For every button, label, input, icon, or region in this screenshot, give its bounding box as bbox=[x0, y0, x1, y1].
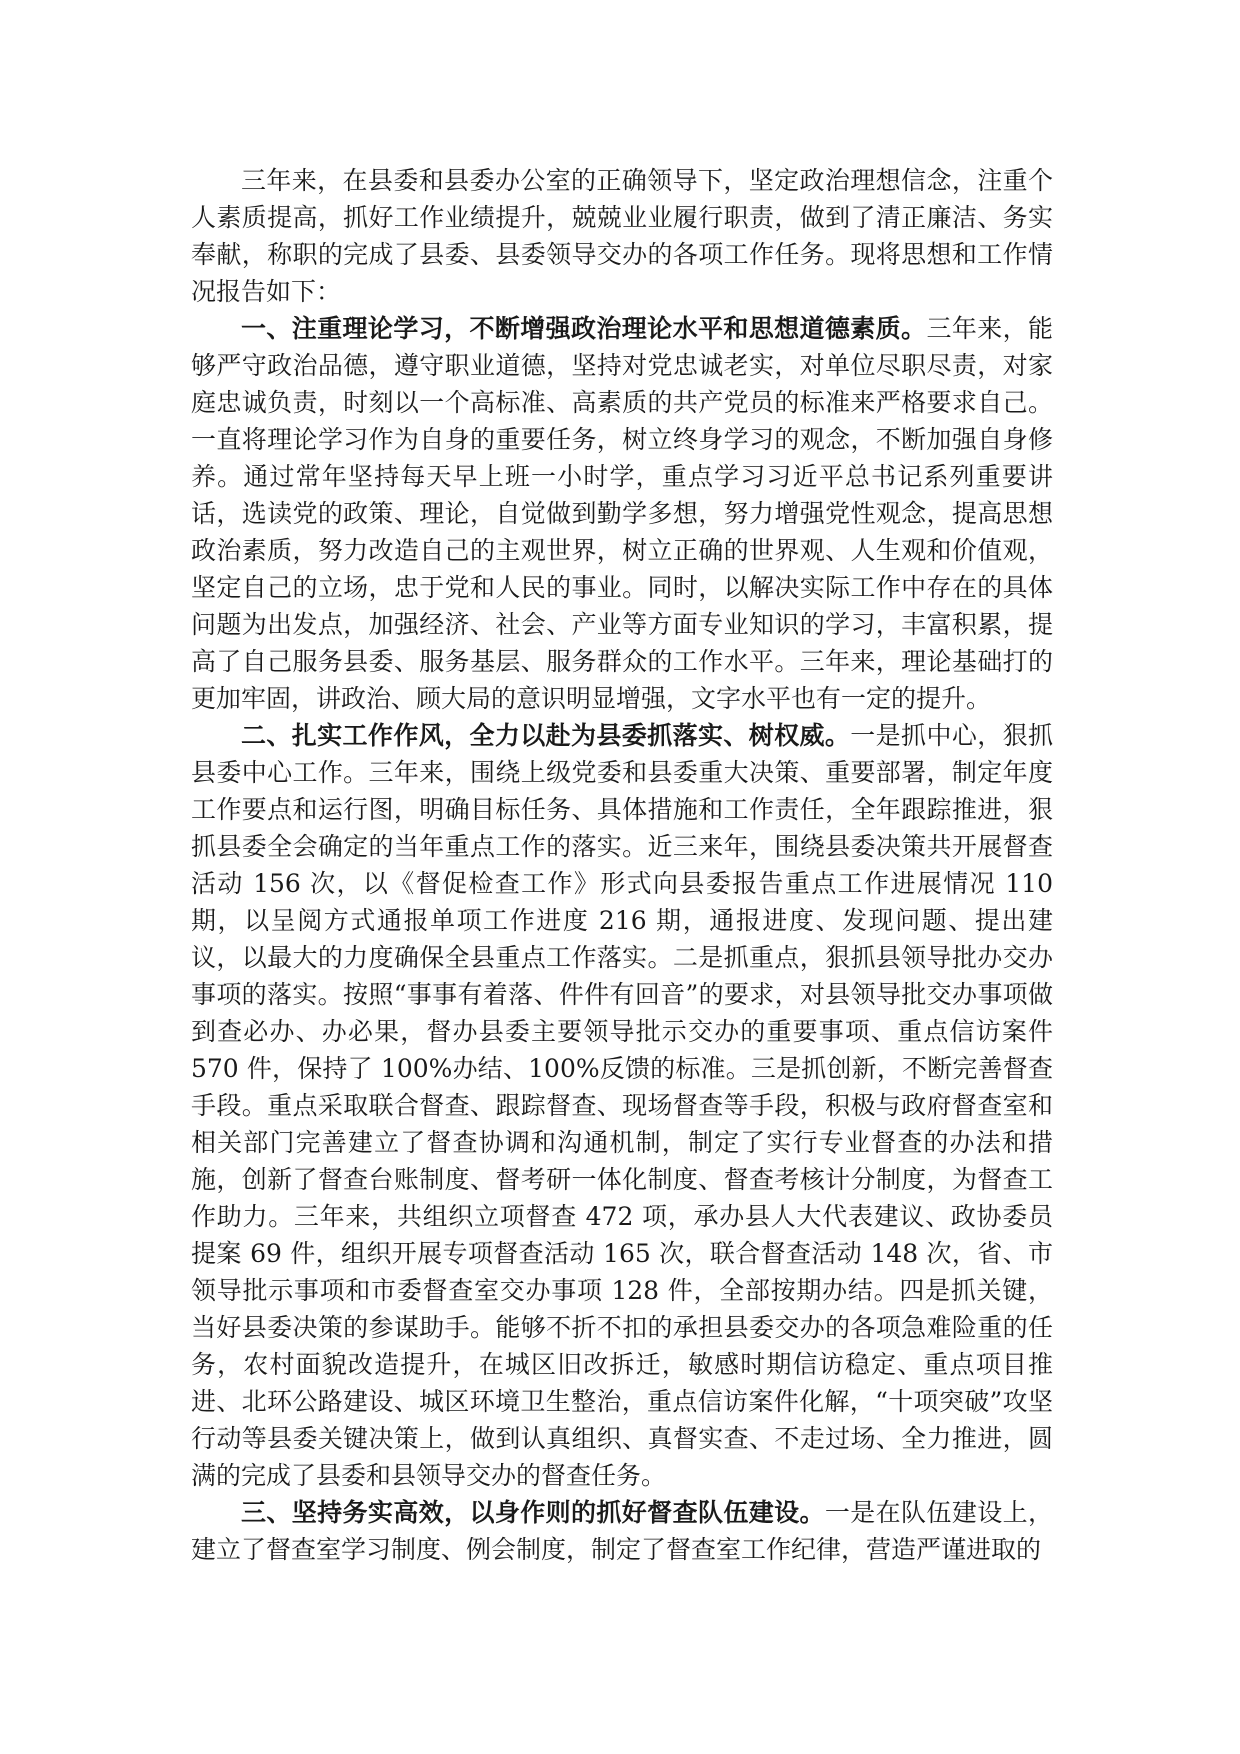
document-page bbox=[191, 162, 1053, 1568]
section-2-heading: 二、扎实工作作风，全力以赴为县委抓落实、树权威。 bbox=[241, 721, 851, 750]
section-2-paragraph bbox=[191, 717, 1053, 1494]
section-3-paragraph bbox=[191, 1494, 1053, 1568]
section-3-body: 一是在队伍建设上，建立了督查室学习制度、例会制度，制定了督查室工作纪律，营造严谨进取的 bbox=[191, 1498, 1053, 1564]
section-3-heading: 三、坚持务实高效，以身作则的抓好督查队伍建设。 bbox=[241, 1498, 825, 1527]
section-1-paragraph bbox=[191, 310, 1053, 717]
intro-paragraph bbox=[191, 162, 1053, 310]
section-1-body: 三年来，能够严守政治品德，遵守职业道德，坚持对党忠诚老实，对单位尽职尽责，对家庭忠诚负责，时刻以一个高标准、高素质的共产党员的标准来严格要求自己。一直将理论学习作为自身的重要任务，树立终身学习的观念，不断加强自身修养。通过常年坚持每天早上班一小时学，重点学习习近平总书记系列重要讲话，选读党的政策、理论，自觉做到勤学多想，努力增强党性观念，提高思想政治素质，努力改造自己的主观世界，树立正确的世界观、人生观和价值观，坚定自己的立场，忠于党和人民的事业。同时，以解决实际工作中存在的具体问题为出发点，加强经济、社会、产业等方面专业知识的学习，丰富积累，提高了自己服务县委、服务基层、服务群众的工作水平。三年来，理论基础打的更加牢固，讲政治、顾大局的意识明显增强，文字水平也有一定的提升。 bbox=[191, 314, 1053, 713]
section-1-heading: 一、注重理论学习，不断增强政治理论水平和思想道德素质。 bbox=[241, 314, 927, 343]
section-2-body: 一是抓中心，狠抓县委中心工作。三年来，围绕上级党委和县委重大决策、重要部署，制定年度工作要点和运行图，明确目标任务、具体措施和工作责任，全年跟踪推进，狠抓县委全会确定的当年重点工作的落实。近三来年，围绕县委决策共开展督查活动 156 次，以《督促检查工作》形式向县委报告重点工作进展情况 110 期，以呈阅方式通报单项工作进度 216 期，通报进度、发现问题、提出建议，以最大的力度确保全县重点工作落实。二是抓重点，狠抓县领导批办交办事项的落实。按照“事事有着落、件件有回音”的要求，对县领导批交办事项做到查必办、办必果，督办县委主要领导批示交办的重要事项、重点信访案件 570 件，保持了 100%办结、100%反馈的标准。三是抓创新，不断完善督查手段。重点采取联合督查、跟踪督查、现场督查等手段，积极与政府督查室和相关部门完善建立了督查协调和沟通机制，制定了实行专业督查的办法和措施，创新了督查台账制度、督考研一体化制度、督查考核计分制度，为督查工作助力。三年来，共组织立项督查 472 项，承办县人大代表建议、政协委员提案 69 件，组织开展专项督查活动 165 次，联合督查活动 148 次，省、市领导批示事项和市委督查室交办事项 128 件，全部按期办结。四是抓关键，当好县委决策的参谋助手。能够不折不扣的承担县委交办的各项急难险重的任务，农村面貌改造提升，在城区旧改拆迁，敏感时期信访稳定、重点项目推进、北环公路建设、城区环境卫生整治，重点信访案件化解，“十项突破”攻坚行动等县委关键决策上，做到认真组织、真督实查、不走过场、全力推进，圆满的完成了县委和县领导交办的督查任务。 bbox=[191, 721, 1053, 1490]
paragraph-body: 三年来，在县委和县委办公室的正确领导下，坚定政治理想信念，注重个人素质提高，抓好工作业绩提升，兢兢业业履行职责，做到了清正廉洁、务实奉献，称职的完成了县委、县委领导交办的各项工作任务。现将思想和工作情况报告如下： bbox=[191, 166, 1053, 306]
